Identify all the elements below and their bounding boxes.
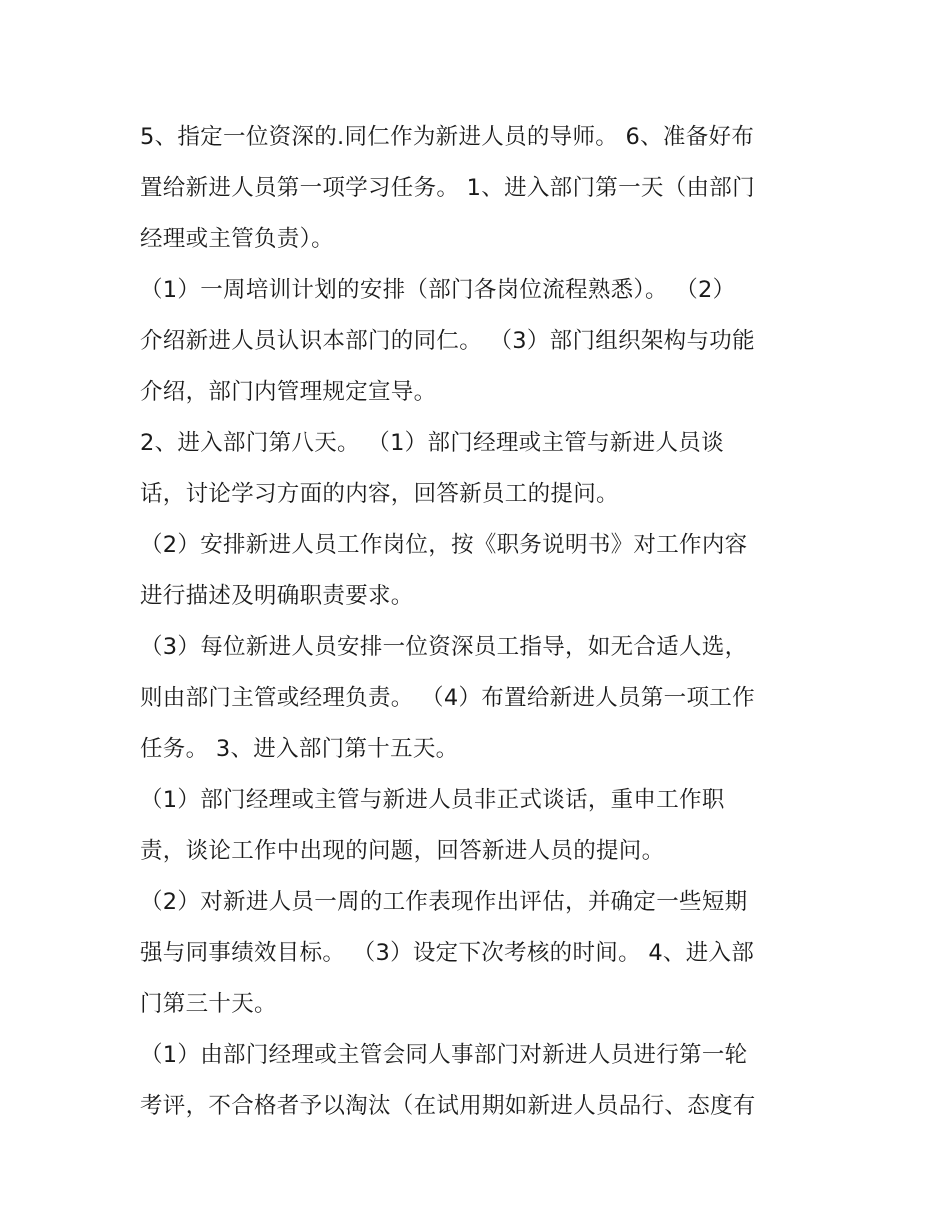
- text-line: 任务。 3、进入部门第十五天。: [140, 736, 459, 762]
- text-line: （3）每位新进人员安排一位资深员工指导，如无合适人选，: [140, 634, 748, 660]
- text-line: 话，讨论学习方面的内容，回答新员工的提问。: [140, 481, 619, 507]
- text-line: 门第三十天。: [140, 991, 277, 1017]
- text-line: 则由部门主管或经理负责。 （4）布置给新进人员第一项工作: [140, 685, 755, 711]
- document-body: [140, 112, 830, 1132]
- text-line: 介绍新进人员认识本部门的同仁。 （3）部门组织架构与功能: [140, 328, 755, 354]
- text-line: 考评，不合格者予以淘汰（在试用期如新进人员品行、态度有: [140, 1093, 756, 1119]
- text-line: （2）对新进人员一周的工作表现作出评估，并确定一些短期: [140, 889, 748, 915]
- text-line: （1）一周培训计划的安排（部门各岗位流程熟悉）。 （2）: [140, 277, 736, 303]
- text-line: 介绍，部门内管理规定宣导。: [140, 379, 437, 405]
- text-line: 5、指定一位资深的.同仁作为新进人员的导师。 6、准备好布: [140, 124, 755, 150]
- text-line: 强与同事绩效目标。 （3）设定下次考核的时间。 4、进入部: [140, 940, 755, 966]
- text-line: （1）部门经理或主管与新进人员非正式谈话，重申工作职: [140, 787, 725, 813]
- text-line: 进行描述及明确职责要求。: [140, 583, 414, 609]
- text-line: （2）安排新进人员工作岗位，按《职务说明书》对工作内容: [140, 532, 748, 558]
- text-line: 置给新进人员第一项学习任务。 1、进入部门第一天（由部门: [140, 175, 755, 201]
- text-line: 2、进入部门第八天。 （1）部门经理或主管与新进人员谈: [140, 430, 724, 456]
- text-line: 责，谈论工作中出现的问题，回答新进人员的提问。: [140, 838, 665, 864]
- text-line: 经理或主管负责）。: [140, 226, 334, 252]
- text-line: （1）由部门经理或主管会同人事部门对新进人员进行第一轮: [140, 1042, 748, 1068]
